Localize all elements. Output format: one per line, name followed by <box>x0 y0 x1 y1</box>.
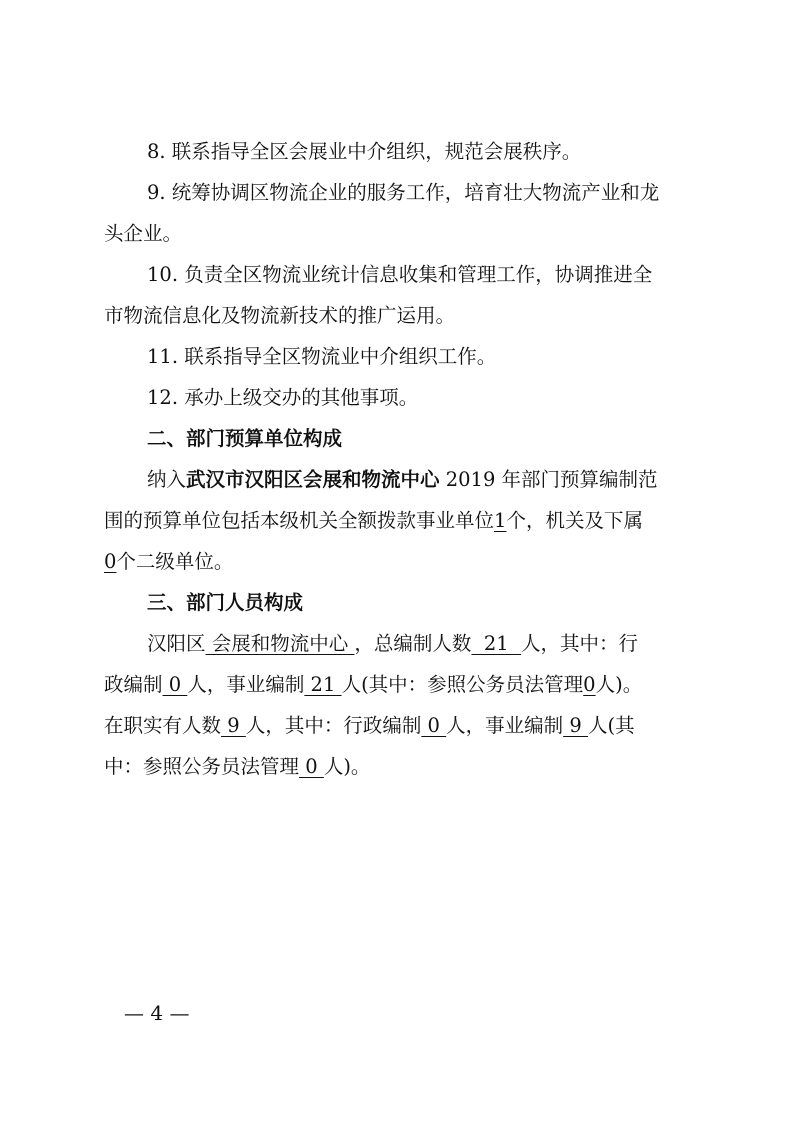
actual-staff: 9 <box>221 714 246 737</box>
total-staff: 21 <box>471 632 522 655</box>
unit-count: 1 <box>494 509 507 532</box>
civil-servant-count-2: 0 <box>299 755 324 778</box>
text: 汉阳区 <box>147 632 206 655</box>
text: 人(其 <box>587 714 635 737</box>
text: 人)。 <box>323 755 371 778</box>
text: 人，其中：行 <box>521 632 639 655</box>
item-12: 12. 承办上级交办的其他事项。 <box>147 386 419 409</box>
item-11: 11. 联系指导全区物流业中介组织工作。 <box>147 345 497 368</box>
section-3-line-3 <box>0 711 793 741</box>
item-10-line-2: 市物流信息化及物流新技术的推广运用。 <box>104 304 456 327</box>
text: 人)。 <box>595 673 643 696</box>
section-2-paragraph-line-2 <box>0 506 793 536</box>
text: ，总编制人数 <box>354 632 472 655</box>
section-2-paragraph-line-3 <box>0 547 793 577</box>
section-3-line-2 <box>0 670 793 700</box>
text: 围的预算单位包括本级机关全额拨款事业单位 <box>104 509 495 532</box>
text: 人，其中：行政编制 <box>245 714 422 737</box>
section-2-heading: 二、部门预算单位构成 <box>147 427 343 450</box>
item-8: 8. 联系指导全区会展业中介组织，规范会展秩序。 <box>147 140 582 163</box>
item-9-line-1: 9. 统筹协调区物流企业的服务工作，培育壮大物流产业和龙 <box>147 181 660 204</box>
text: 2019 年部门预算编制范 <box>439 468 658 491</box>
sub-unit-count: 0 <box>104 550 117 573</box>
section-3-heading: 三、部门人员构成 <box>147 591 304 614</box>
text: 政编制 <box>104 673 163 696</box>
text: 个，机关及下属 <box>506 509 643 532</box>
text: 人(其中：参照公务员法管理 <box>341 673 584 696</box>
org-short: 会展和物流中心 <box>205 632 355 655</box>
item-9-line-2: 头企业。 <box>104 222 183 245</box>
text: 人，事业编制 <box>187 673 305 696</box>
text: 个二级单位。 <box>116 550 234 573</box>
admin-staff: 0 <box>162 673 188 696</box>
org-name: 武汉市汉阳区会展和物流中心 <box>186 468 440 491</box>
actual-admin: 0 <box>421 714 447 737</box>
text: 在职实有人数 <box>104 714 222 737</box>
text: 纳入 <box>147 468 187 491</box>
text: 中：参照公务员法管理 <box>104 755 300 778</box>
section-3-line-4 <box>0 752 793 782</box>
section-2-paragraph-line-1 <box>0 465 793 495</box>
career-staff: 21 <box>304 673 342 696</box>
section-3-line-1 <box>0 629 793 659</box>
item-10-line-1: 10. 负责全区物流业统计信息收集和管理工作，协调推进全 <box>147 263 653 286</box>
text: 人，事业编制 <box>446 714 564 737</box>
page-number: — 4 — <box>124 1001 190 1025</box>
civil-servant-count-1: 0 <box>583 673 596 696</box>
actual-career: 9 <box>563 714 588 737</box>
